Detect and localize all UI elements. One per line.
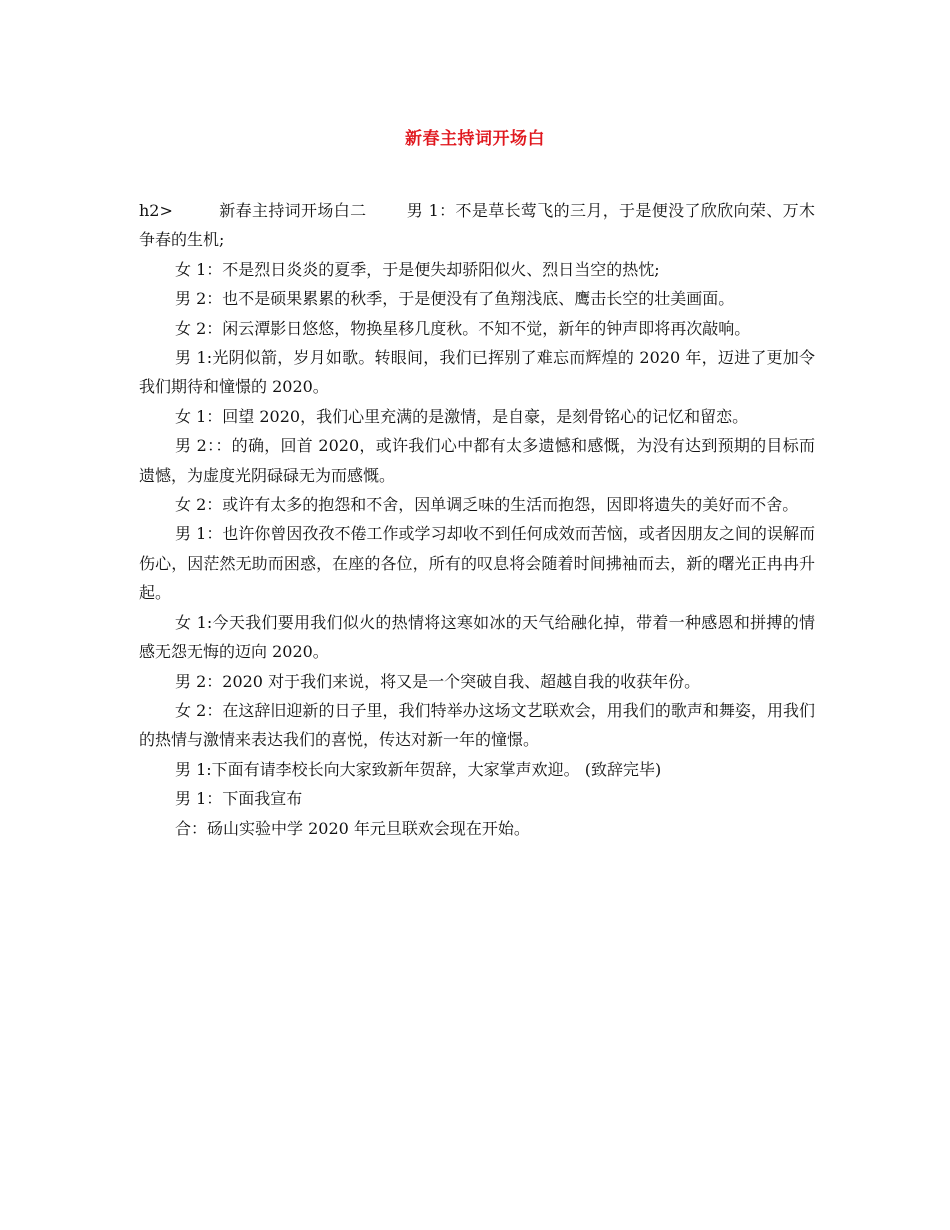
paragraph: 男 2：2020 对于我们来说，将又是一个突破自我、超越自我的收获年份。 bbox=[175, 671, 701, 691]
paragraph: 男 1：下面我宣布 bbox=[175, 789, 303, 809]
paragraph: 女 2：在这辞旧迎新的日子里，我们特举办这场文艺联欢会，用我们的歌声和舞姿，用我们的热情与激情来表达我们的喜悦，传达对新一年的憧憬。 bbox=[139, 700, 815, 750]
paragraph: 男 1:下面有请李校长向大家致新年贺辞，大家掌声欢迎。 (致辞完毕) bbox=[175, 759, 662, 779]
heading-prefix: h2> bbox=[139, 201, 173, 220]
document-title: 新春主持词开场白 bbox=[405, 129, 545, 149]
paragraph: 女 1：回望 2020，我们心里充满的是激情，是自豪，是刻骨铭心的记忆和留恋。 bbox=[175, 406, 749, 426]
paragraph: 女 2：闲云潭影日悠悠，物换星移几度秋。不知不觉，新年的钟声即将再次敲响。 bbox=[175, 318, 751, 338]
paragraph: 男 1:光阴似箭，岁月如歌。转眼间，我们已挥别了难忘而辉煌的 2020 年，迈进了更加令我们期待和憧憬的 2020。 bbox=[139, 348, 815, 397]
first-paragraph-text: 男 1：不是草长莺飞的三月，于是便没了欣欣向荣、万木争春的生机; bbox=[139, 201, 815, 250]
paragraph: 女 1:今天我们要用我们似火的热情将这寒如冰的天气给融化掉，带着一种感恩和拼搏的情感无怨无悔的迈向 2020。 bbox=[139, 612, 815, 662]
paragraph: 男 2：：的确，回首 2020，或许我们心中都有太多遗憾和感慨，为没有达到预期的目标而遗憾，为虚度光阴碌碌无为而感慨。 bbox=[139, 436, 815, 485]
section-heading: 新春主持词开场白二 bbox=[218, 201, 367, 220]
paragraph: 合：砀山实验中学 2020 年元旦联欢会现在开始。 bbox=[175, 818, 530, 838]
document-body bbox=[139, 196, 815, 843]
paragraph: 女 2：或许有太多的抱怨和不舍，因单调乏味的生活而抱怨，因即将遗失的美好而不舍。 bbox=[175, 495, 799, 515]
paragraph: 男 2：也不是硕果累累的秋季，于是便没有了鱼翔浅底、鹰击长空的壮美画面。 bbox=[175, 289, 735, 309]
paragraph: 女 1：不是烈日炎炎的夏季，于是便失却骄阳似火、烈日当空的热忱; bbox=[175, 259, 660, 279]
first-paragraph bbox=[139, 196, 815, 255]
paragraph: 男 1：也许你曾因孜孜不倦工作或学习却收不到任何成效而苦恼，或者因朋友之间的误解而伤心，因茫然无助而困惑，在座的各位，所有的叹息将会随着时间拂袖而去，新的曙光正冉冉升起。 bbox=[139, 524, 815, 603]
